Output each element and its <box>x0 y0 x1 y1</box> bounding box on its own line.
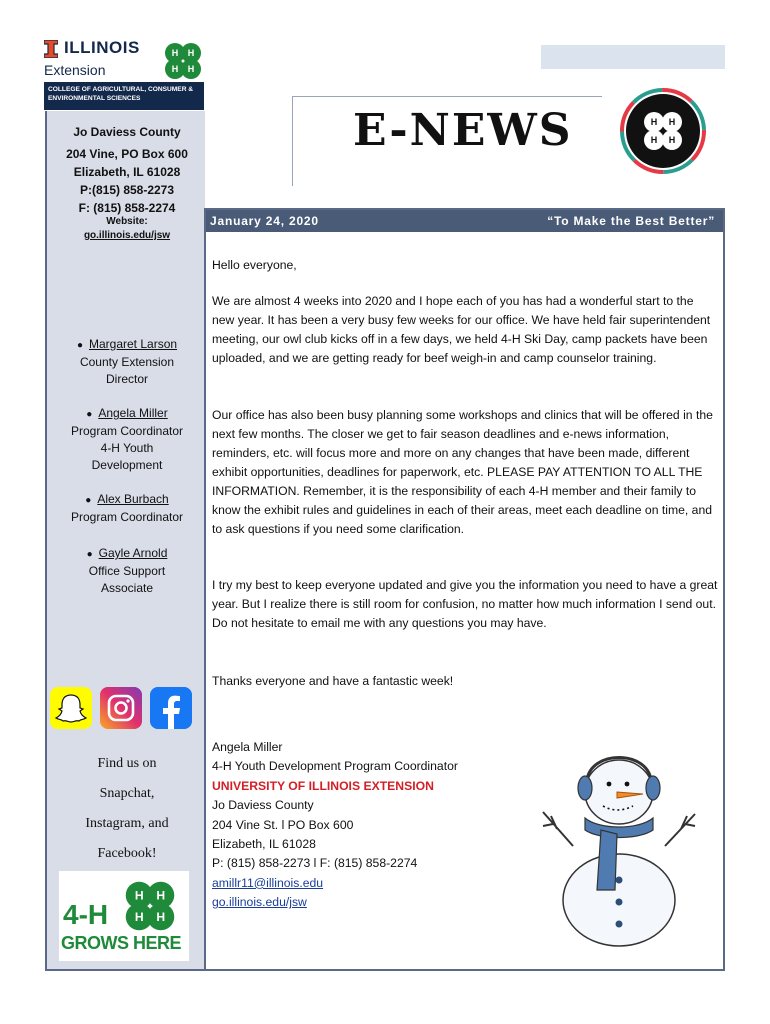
signature-city: Elizabeth, IL 61028 <box>212 837 316 852</box>
4h-clover-icon <box>160 38 206 84</box>
grows-brand: 4-H <box>63 899 109 930</box>
svg-text:H: H <box>668 135 676 145</box>
find-us-text <box>47 749 207 869</box>
svg-text:H: H <box>650 135 658 145</box>
staff-name: Margaret Larson <box>89 337 178 351</box>
bullet-icon: ● <box>85 495 92 506</box>
svg-text:H: H <box>171 64 179 74</box>
sidebar <box>45 111 205 971</box>
facebook-icon[interactable] <box>150 687 192 729</box>
bullet-icon: ● <box>86 409 93 420</box>
date-bar <box>206 210 723 232</box>
signature-phones: P: (815) 858-2273 l F: (815) 858-2274 <box>212 856 418 871</box>
office-phone: P:(815) 858-2273 <box>79 183 175 197</box>
bullet-icon: ● <box>86 549 93 560</box>
find-us-line: Instagram, and <box>85 816 169 831</box>
signature-address: 204 Vine St. l PO Box 600 <box>212 817 354 832</box>
staff-title-line: Program Coordinator <box>70 510 184 524</box>
instagram-icon[interactable] <box>100 687 142 729</box>
staff-title-line: Office Support <box>88 564 166 578</box>
office-address: 204 Vine, PO Box 600 <box>66 147 188 161</box>
staff-title-line: Program Coordinator <box>70 424 184 438</box>
find-us-line: Snapchat, <box>99 786 155 801</box>
4h-grows-here-logo <box>59 871 189 961</box>
staff-name: Gayle Arnold <box>98 546 168 560</box>
staff-member <box>47 491 207 526</box>
svg-text:H: H <box>171 48 179 58</box>
body-paragraph: We are almost 4 weeks into 2020 and I hope each of you has had a wonderful start to the new year. It has been a very busy few weeks for our office. We have held fair superintendent meeting, our owl club kicks off in a few days, we held 4-H Ski Day, camp packets have been uploaded, and we are getting ready for beef weigh-in and camp counselor training. <box>212 294 711 365</box>
body-paragraph: I try my best to keep everyone updated and give you the information you need to have a great year. But I realize there is still room for confusion, no matter how much information I send out. Do not hesitate to email me with any questions you may have. <box>212 578 718 630</box>
signature-county: Jo Daviess County <box>212 798 314 813</box>
signature-name: Angela Miller <box>212 740 283 754</box>
illinois-block-i-icon <box>44 40 58 58</box>
staff-title-line: Development <box>91 458 163 472</box>
staff-title-line: County Extension <box>79 355 175 369</box>
header-accent-box <box>541 45 725 69</box>
newsletter-body <box>204 208 725 971</box>
staff-title-line: Director <box>105 372 148 386</box>
bullet-icon: ● <box>76 340 83 351</box>
office-website-link[interactable]: go.illinois.edu/jsw <box>83 230 171 241</box>
greeting: Hello everyone, <box>212 258 297 272</box>
find-us-line: Facebook! <box>97 846 157 861</box>
office-fax: F: (815) 858-2274 <box>78 201 176 215</box>
office-city: Elizabeth, IL 61028 <box>73 165 181 179</box>
closing: Thanks everyone and have a fantastic week! <box>212 674 454 688</box>
office-county: Jo Daviess County <box>73 125 181 139</box>
signature-block <box>212 738 542 913</box>
newsletter-title: E-NEWS <box>353 105 573 156</box>
find-us-line: Find us on <box>97 756 157 771</box>
motto: “To Make the Best Better” <box>547 214 715 228</box>
college-banner: COLLEGE OF AGRICULTURAL, CONSUMER & ENVIRONMENTAL SCIENCES <box>44 82 204 110</box>
staff-member <box>47 405 207 474</box>
svg-text:H: H <box>134 909 144 924</box>
grows-slogan: GROWS HERE <box>61 933 182 953</box>
4h-clover-icon <box>119 875 181 937</box>
svg-text:H: H <box>156 888 166 903</box>
staff-member <box>47 336 207 388</box>
logo-subtitle: Extension <box>44 62 106 78</box>
staff-name: Alex Burbach <box>97 492 169 506</box>
website-label: Website: <box>106 216 148 227</box>
svg-text:H: H <box>156 909 166 924</box>
snowman-illustration <box>539 730 699 950</box>
staff-member <box>47 545 207 597</box>
staff-title-line: 4-H Youth <box>100 441 154 455</box>
staff-name: Angela Miller <box>98 406 168 420</box>
logo-wordmark: ILLINOIS <box>64 38 140 57</box>
svg-text:H: H <box>187 48 195 58</box>
issue-date: January 24, 2020 <box>210 214 319 228</box>
staff-title-line: Associate <box>100 581 154 595</box>
snapchat-icon[interactable] <box>50 687 92 729</box>
svg-text:H: H <box>650 117 658 127</box>
4h-circle-badge-icon <box>620 88 706 174</box>
svg-text:H: H <box>668 117 676 127</box>
svg-text:H: H <box>134 888 144 903</box>
email-link[interactable]: amillr11@illinois.edu <box>212 875 324 890</box>
masthead <box>292 96 602 186</box>
body-paragraph: Our office has also been busy planning some workshops and clinics that will be offered in the next few months. The closer we get to fair season deadlines and e-news information, reminders, etc. will focus more and more on any changes that have been made, different exhibit opportunities, deadlines for paperwork, etc. PLEASE PAY ATTENTION TO ALL THE INFORMATION. Remember, it is the responsibility of each 4-H member and their family to know the exhibit rules and guidelines in each of their areas, meet each deadline on time, and to ask questions if you need some clarification. <box>212 408 713 536</box>
signature-title: 4-H Youth Development Program Coordinator <box>212 759 458 774</box>
svg-text:H: H <box>187 64 195 74</box>
signature-org: UNIVERSITY OF ILLINOIS EXTENSION <box>212 778 434 793</box>
website-link[interactable]: go.illinois.edu/jsw <box>212 895 307 910</box>
